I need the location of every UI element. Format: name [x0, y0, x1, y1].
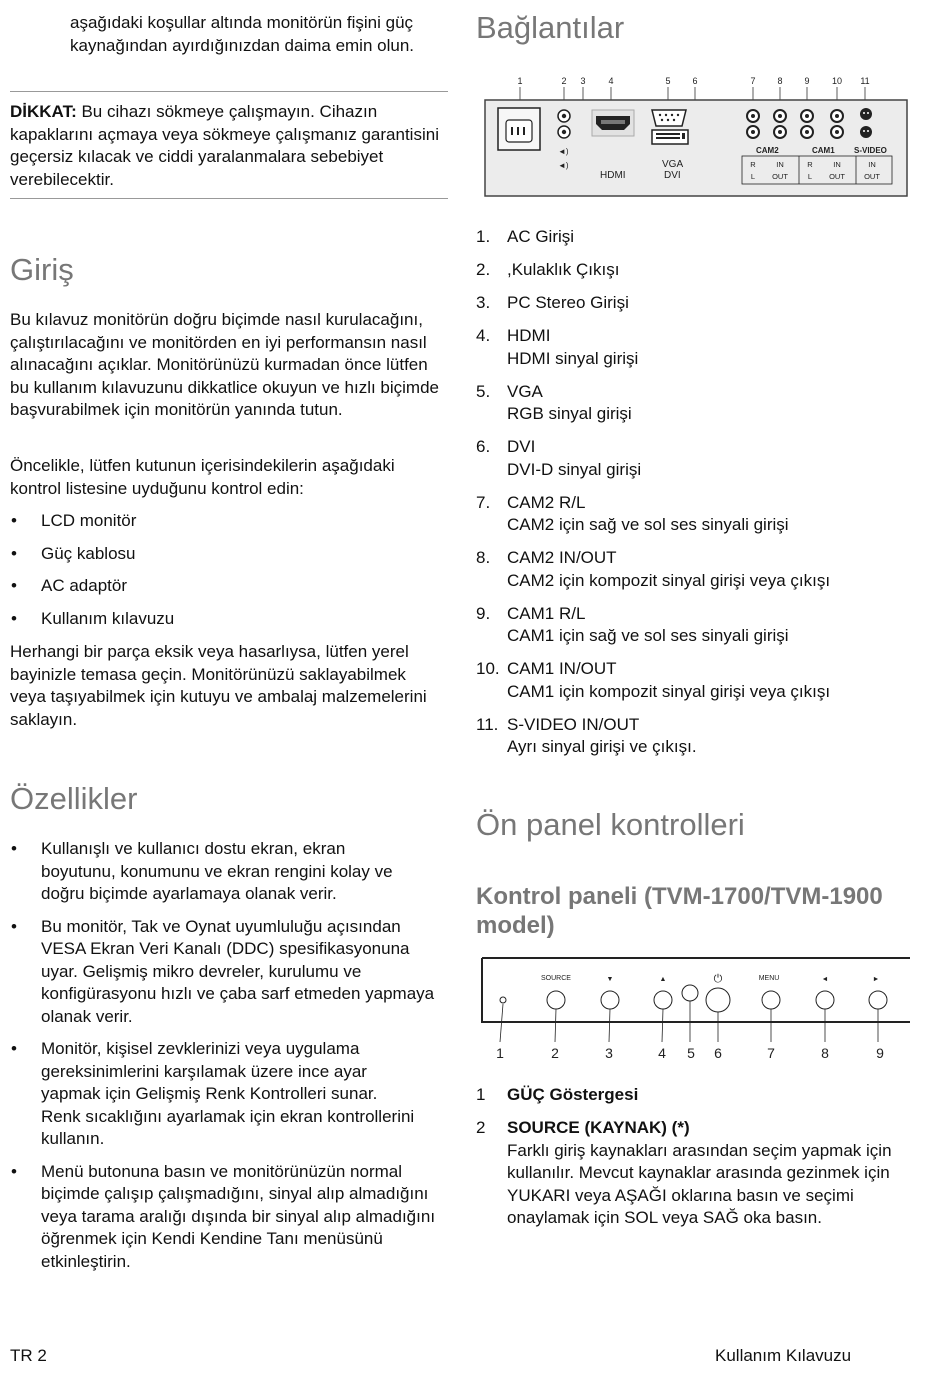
right-arrow-icon: ► — [872, 976, 880, 983]
vga-label: VGA — [662, 159, 684, 170]
dikkat-text: Bu cihazı sökmeye çalışmayın. Cihazın kapaklarını açmaya veya sökmeye çalışmanız garantisini geçersiz kılacak ve ciddi yaralanmalara sebebiyet verebilecektir. — [10, 102, 439, 189]
left-button — [816, 991, 834, 1009]
panel-number: 8 — [821, 1045, 829, 1061]
list-item: • Bu monitör, Tak ve Oynat uyumluluğu açısından VESA Ekran Veri Kanalı (DDC) spesifikasyonuna uyar. Gelişmiş mikro devreler, kurulumu ve konfigürasyonu hızlı ve çaba sarf etmeden yapmaya olanak verir. — [10, 916, 446, 1029]
dvi-label: DVI — [664, 170, 681, 181]
list-item: 8. CAM2 IN/OUT CAM2 için kompozit sinyal girişi veya çıkışı — [476, 548, 831, 590]
list-item: 2 SOURCE (KAYNAK) (*) Farklı giriş kaynakları arasından seçim yapmak için kullanılır. Mevcut kaynaklar arasında gezinmek için YUKARI veya AŞAĞI oklarına basın ve seçimi onaylamak için SOL veya SAĞ oka basın. — [476, 1118, 892, 1227]
svg-text:OUT: OUT — [864, 172, 880, 181]
svg-text:R: R — [807, 160, 813, 169]
ozellikler-title: Özellikler — [10, 781, 138, 816]
list-item: • Kullanım kılavuzu — [10, 608, 448, 631]
vga-port — [652, 110, 686, 126]
power-indicator — [682, 985, 698, 1001]
down-button — [601, 991, 619, 1009]
warning-text: aşağıdaki koşullar altında monitörün fişini güç kaynağından ayırdığınızdan daima emin olun. — [70, 13, 415, 55]
giris-paragraph-2: Öncelikle, lütfen kutunun içerisindekilerin aşağıdaki kontrol listesine uyduğunu kontrol edin: — [10, 456, 395, 498]
svg-text:◄): ◄) — [558, 161, 569, 170]
connector-number: 1 — [517, 76, 523, 86]
giris-title: Giriş — [10, 252, 74, 287]
baglantilar-title: Bağlantılar — [476, 10, 625, 45]
panel-number: 4 — [658, 1045, 666, 1061]
right-button — [869, 991, 887, 1009]
connector-number: 7 — [750, 76, 756, 86]
svg-text:IN: IN — [868, 160, 876, 169]
front-panel-list — [476, 1084, 916, 1240]
list-item: 3. PC Stereo Girişi — [476, 293, 629, 312]
panel-number: 2 — [551, 1045, 559, 1061]
list-item: • AC adaptör — [10, 575, 448, 598]
connector-number: 8 — [777, 76, 783, 86]
list-item: • Monitör, kişisel zevklerinizi veya uygulama gereksinimlerini karşılamak üzere ince ayar yapmak için Gelişmiş Renk Kontrolleri sunar. Renk sıcaklığını ayarlamak için ekran kontrollerini kullanın. — [10, 1038, 446, 1151]
dikkat-label: DİKKAT: — [10, 102, 77, 121]
list-item: 4. HDMI HDMI sinyal girişi — [476, 326, 639, 368]
hdmi-label: HDMI — [600, 170, 626, 181]
connector-number: 6 — [692, 76, 698, 86]
front-panel-diagram — [478, 956, 914, 1064]
list-item: 1. AC Girişi — [476, 227, 575, 246]
connector-number: 10 — [831, 76, 843, 86]
svg-text:L: L — [750, 172, 756, 181]
list-item: • Kullanışlı ve kullanıcı dostu ekran, ekran boyutunu, konumunu ve ekran rengini kolay ve doğru biçimde ayarlamaya olanak verir. — [10, 838, 446, 906]
panel-number: 7 — [767, 1045, 775, 1061]
connector-number: 4 — [608, 76, 614, 86]
menu-button — [762, 991, 780, 1009]
panel-number: 1 — [496, 1045, 504, 1061]
list-item: 9. CAM1 R/L CAM1 için sağ ve sol ses sinyali girişi — [476, 603, 789, 645]
list-item: • Menü butonuna basın ve monitörünüzün normal biçimde çalışıp çalışmadığını, sinyal alıp almadığını veya tarama aralığı dışında bir sinyal alıp almadığını öğrenmek için Kendi Kendine Tanı menüsünü etkinleştirin. — [10, 1161, 446, 1274]
list-item: 1 GÜÇ Göstergesi — [476, 1085, 639, 1104]
divider — [10, 198, 448, 199]
svideo-out-jack — [860, 126, 872, 138]
dikkat-paragraph — [10, 101, 448, 191]
power-led — [500, 997, 506, 1003]
panel-number: 3 — [605, 1045, 613, 1061]
connector-number: 2 — [561, 76, 567, 86]
list-item: 7. CAM2 R/L CAM2 için sağ ve sol ses sinyali girişi — [476, 492, 789, 534]
list-item: 5. VGA RGB sinyal girişi — [476, 381, 632, 423]
features-list — [10, 838, 446, 1283]
panel-number: 5 — [687, 1045, 695, 1061]
svideo-label: S-VIDEO — [854, 146, 887, 155]
list-item: 10. CAM1 IN/OUT CAM1 için kompozit sinyal girişi veya çıkışı — [476, 659, 831, 701]
footer-title: Kullanım Kılavuzu — [715, 1346, 852, 1365]
connections-list — [476, 226, 916, 769]
control-panel-subtitle: Kontrol paneli (TVM-1700/TVM-1900 model) — [476, 883, 883, 939]
down-arrow-icon: ▼ — [606, 976, 614, 983]
connector-number: 11 — [860, 76, 870, 86]
svg-text:OUT: OUT — [772, 172, 788, 181]
list-item: • LCD monitör — [10, 510, 448, 533]
panel-number: 9 — [876, 1045, 884, 1061]
svg-text:IN: IN — [833, 160, 841, 169]
svideo-in-jack — [860, 108, 872, 120]
left-arrow-icon: ◄ — [821, 976, 829, 983]
list-item: 11. S-VIDEO IN/OUT Ayrı sinyal girişi ve çıkışı. — [476, 714, 697, 756]
contents-list — [10, 510, 448, 640]
divider — [10, 91, 448, 92]
list-item: • Güç kablosu — [10, 543, 448, 566]
source-label: SOURCE — [541, 975, 571, 982]
giris-paragraph-3: Herhangi bir parça eksik veya hasarlıysa, lütfen yerel bayinizle temasa geçin. Monitörünüzü saklayabilmek veya taşıyabilmek için kutuyu ve ambalaj malzemelerini saklayın. — [10, 642, 427, 729]
footer-page-number: TR 2 — [10, 1346, 47, 1365]
list-item: 2. ,Kulaklık Çıkışı — [476, 260, 620, 279]
menu-label: MENU — [758, 975, 780, 982]
up-arrow-icon: ▲ — [659, 976, 667, 983]
connector-number: 5 — [665, 76, 671, 86]
svg-text:IN: IN — [776, 160, 784, 169]
rear-connectors-diagram — [480, 72, 912, 200]
connector-number: 3 — [580, 76, 586, 86]
connector-number: 9 — [804, 76, 810, 86]
list-item: 6. DVI DVI-D sinyal girişi — [476, 437, 642, 479]
svg-text:◄): ◄) — [558, 147, 569, 156]
panel-number: 6 — [714, 1045, 722, 1061]
cam2-label: CAM2 — [756, 146, 779, 155]
giris-paragraph-1: Bu kılavuz monitörün doğru biçimde nasıl kurulacağını, çalıştırılacağını ve monitörden en iyi performansın nasıl alınacağını açıklar. Monitörünüzü kurmadan önce lütfen bu kullanım kılavuzunu dikkatlice okuyun ve hızlı biçimde başvurabilmek için monitörün yanında tutun. — [10, 310, 439, 419]
svg-text:R: R — [750, 160, 756, 169]
source-button — [547, 991, 565, 1009]
up-button — [654, 991, 672, 1009]
svg-text:OUT: OUT — [829, 172, 845, 181]
power-icon: ⏻ — [713, 973, 723, 985]
on-panel-title: Ön panel kontrolleri — [476, 807, 745, 842]
power-button — [706, 988, 730, 1012]
svg-text:L: L — [807, 172, 813, 181]
cam1-label: CAM1 — [812, 146, 835, 155]
